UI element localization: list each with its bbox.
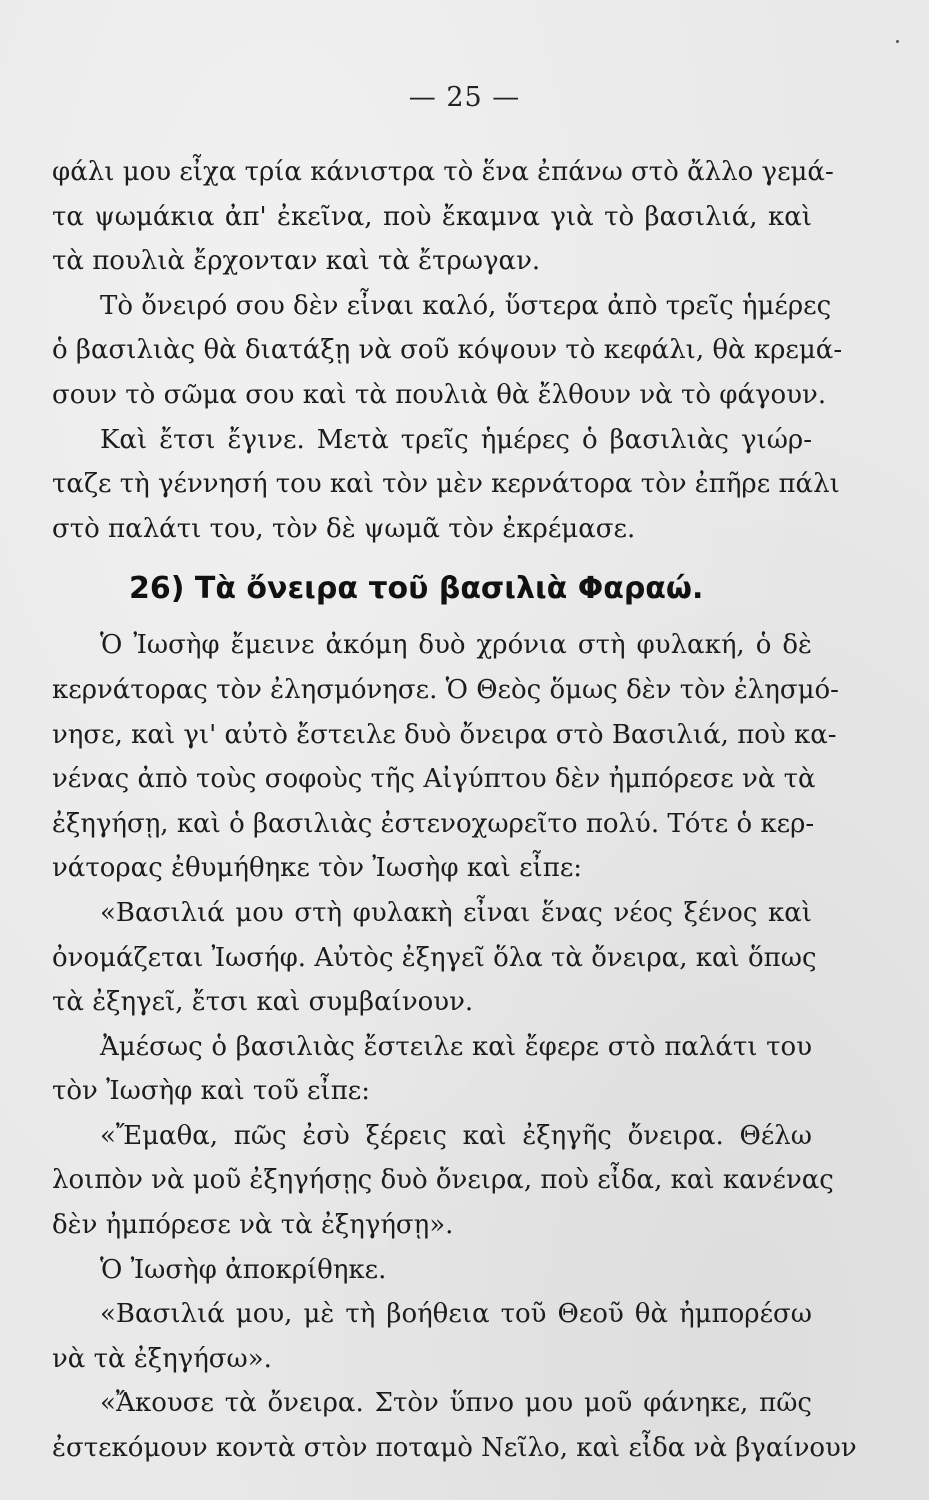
text-line: ἐστεκόμουν κοντὰ στὸν ποταμὸ Νεῖλο, καὶ εἶδα νὰ βγαίνουν <box>52 1433 857 1464</box>
text-line: Ὁ Ἰωσὴφ ἀποκρίθηκε. <box>100 1254 387 1285</box>
text-line: νένας ἀπὸ τοὺς σοφοὺς τῆς Αἰγύπτου δὲν ἠμπόρεσε νὰ τὰ <box>52 764 816 795</box>
page-speck <box>896 40 899 43</box>
text-line: Ἀμέσως ὁ βασιλιὰς ἔστειλε καὶ ἔφερε στὸ παλάτι του <box>100 1031 812 1062</box>
section-heading: 26) Τὰ ὄνειρα τοῦ βασιλιὰ Φαραώ. <box>129 571 704 607</box>
text-line: ὀνομάζεται Ἰωσήφ. Αὐτὸς ἐξηγεῖ ὅλα τὰ ὄνειρα, καὶ ὅπως <box>52 942 817 973</box>
text-line: νὰ τὰ ἐξηγήσω». <box>52 1343 272 1374</box>
text-line: τὸν Ἰωσὴφ καὶ τοῦ εἶπε: <box>52 1076 371 1107</box>
page-body <box>52 150 857 1471</box>
text-line: Ὁ Ἰωσὴφ ἔμεινε ἀκόμη δυὸ χρόνια στὴ φυλακή, ὁ δὲ <box>100 630 812 661</box>
text-line: ἐξηγήσῃ, καὶ ὁ βασιλιὰς ἐστενοχωρεῖτο πολύ. Τότε ὁ κερ- <box>52 808 815 839</box>
text-line: ὁ βασιλιὰς θὰ διατάξῃ νὰ σοῦ κόψουν τὸ κεφάλι, θὰ κρεμά- <box>52 335 843 366</box>
text-line: φάλι μου εἶχα τρία κάνιστρα τὸ ἕνα ἐπάνω στὸ ἄλλο γεμά- <box>52 157 834 187</box>
text-line: λοιπὸν νὰ μοῦ ἐξηγήσῃς δυὸ ὄνειρα, ποὺ εἶδα, καὶ κανένας <box>52 1165 834 1196</box>
text-line: «Ἄκουσε τὰ ὄνειρα. Στὸν ὕπνο μου μοῦ φάνηκε, πῶς <box>100 1388 812 1419</box>
text-line: «Ἔμαθα, πῶς ἐσὺ ξέρεις καὶ ἐξηγῆς ὄνειρα. Θέλω <box>100 1120 812 1151</box>
text-line: νησε, καὶ γι' αὐτὸ ἔστειλε δυὸ ὄνειρα στὸ Βασιλιά, ποὺ κα- <box>52 719 837 750</box>
text-line: «Βασιλιά μου, μὲ τὴ βοήθεια τοῦ Θεοῦ θὰ ἠμπορέσω <box>100 1299 812 1330</box>
text-line: τὰ ἐξηγεῖ, ἔτσι καὶ συμβαίνουν. <box>52 987 474 1018</box>
page-number: — 25 — <box>408 82 521 113</box>
text-line: δὲν ἠμπόρεσε νὰ τὰ ἐξηγήσῃ». <box>52 1210 454 1241</box>
text-line: στὸ παλάτι του, τὸν δὲ ψωμᾶ τὸν ἐκρέμασε. <box>52 513 636 544</box>
text-line: «Βασιλιά μου στὴ φυλακὴ εἶναι ἕνας νέος ξένος καὶ <box>100 897 812 928</box>
text-line: τα ψωμάκια ἀπ' ἐκεῖνα, ποὺ ἔκαμνα γιὰ τὸ βασιλιά, καὶ <box>52 201 812 232</box>
text-line: ταζε τὴ γέννησή του καὶ τὸν μὲν κερνάτορα τὸν ἐπῆρε πάλι <box>52 469 840 500</box>
text-line: νάτορας ἐθυμήθηκε τὸν Ἰωσὴφ καὶ εἶπε: <box>52 853 583 884</box>
text-line: Τὸ ὄνειρό σου δὲν εἶναι καλό, ὕστερα ἀπὸ τρεῖς ἡμέρες <box>100 290 832 321</box>
text-line: Καὶ ἔτσι ἔγινε. Μετὰ τρεῖς ἡμέρες ὁ βασιλιὰς γιώρ- <box>100 424 812 455</box>
text-line: κερνάτορας τὸν ἐλησμόνησε. Ὁ Θεὸς ὅμως δὲν τὸν ἐλησμό- <box>52 674 839 705</box>
text-line: σουν τὸ σῶμα σου καὶ τὰ πουλιὰ θὰ ἔλθουν νὰ τὸ φάγουν. <box>52 379 827 410</box>
text-line: τὰ πουλιὰ ἔρχονταν καὶ τὰ ἔτρωγαν. <box>52 246 541 277</box>
